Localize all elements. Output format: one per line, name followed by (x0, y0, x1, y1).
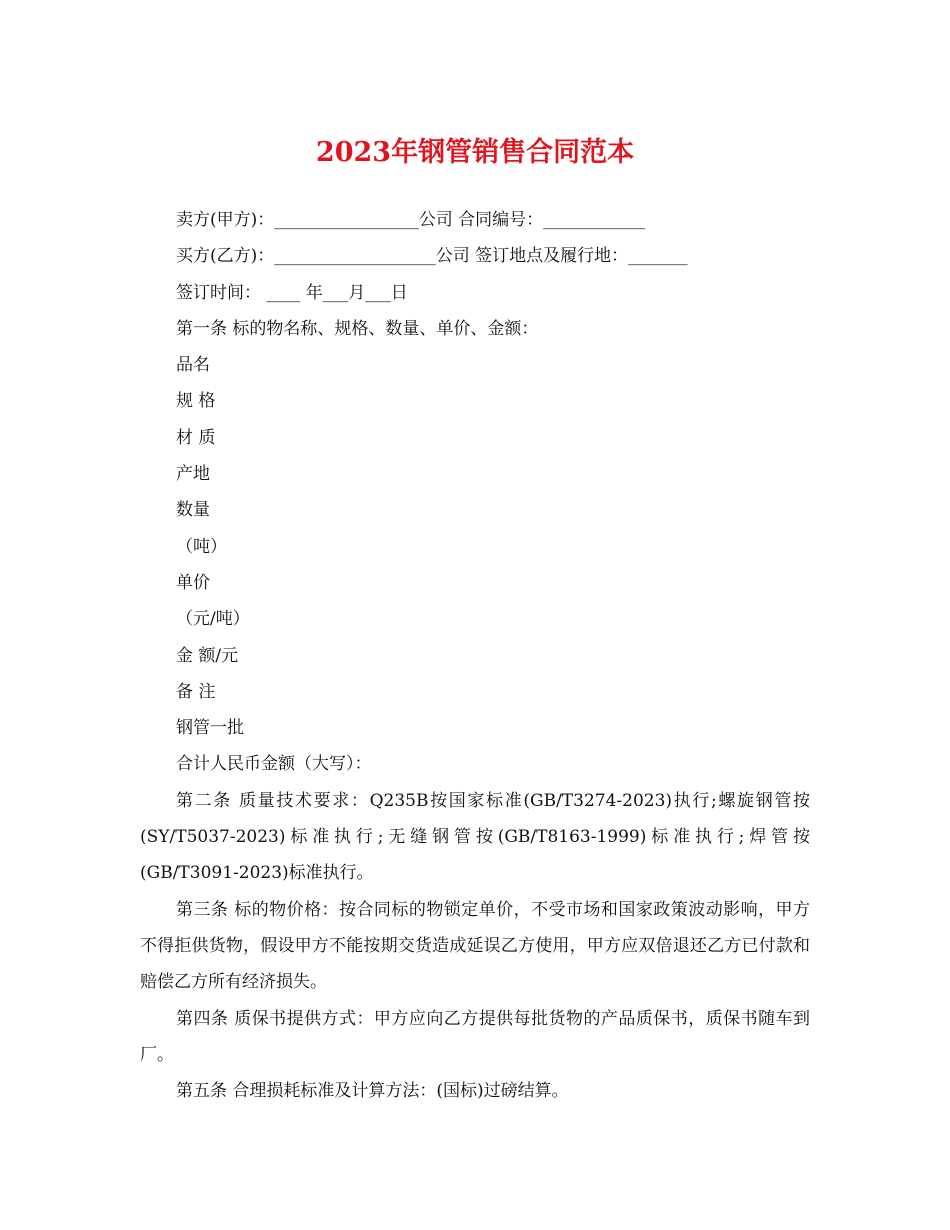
article-5-paragraph: 第五条 合理损耗标准及计算方法：(国标)过磅结算。 (176, 1081, 569, 1102)
article-3-paragraph: 第三条 标的物价格：按合同标的物锁定单价，不受市场和国家政策波动影响，甲方不得拒供货物，假设甲方不能按期交货造成延误乙方使用，甲方应双倍退还乙方已付款和赔偿乙方所有经济损失。 (140, 899, 810, 993)
field-item-steel-pipe: 钢管一批 (176, 718, 244, 739)
field-product-name: 品名 (176, 355, 210, 376)
field-total-amount: 合计人民币金额（大写）： (176, 754, 372, 775)
document-title: 2023年钢管销售合同范本 (315, 137, 635, 168)
field-remarks: 备 注 (176, 681, 216, 702)
article-2-paragraph: 第二条 质量技术要求：Q235B按国家标准(GB/T3274-2023)执行;螺旋钢管按(SY/T5037-2023)标准执行;无缝钢管按(GB/T8163-1999)标准执行;焊管按(GB/T3091-2023)标准执行。 (140, 790, 810, 884)
field-quantity-unit: （吨） (176, 536, 227, 557)
buyer-line: 买方(乙方)：___________________公司 签订地点及履行地：_______ (176, 246, 688, 267)
field-amount: 金 额/元 (176, 645, 239, 666)
signing-date-line: 签订时间： ____ 年___月___日 (176, 282, 408, 303)
field-unit-price: 单价 (176, 572, 210, 593)
field-specification: 规 格 (176, 391, 216, 412)
contract-body (140, 202, 810, 1109)
field-material: 材 质 (176, 427, 216, 448)
field-unit-price-unit: （元/吨） (176, 609, 250, 630)
seller-line: 卖方(甲方)：_________________公司 合同编号：____________ (176, 210, 646, 230)
article-1-heading: 第一条 标的物名称、规格、数量、单价、金额： (176, 318, 539, 339)
field-origin: 产地 (176, 464, 210, 485)
field-quantity: 数量 (176, 500, 210, 521)
article-4-paragraph: 第四条 质保书提供方式：甲方应向乙方提供每批货物的产品质保书，质保书随车到厂。 (140, 1008, 810, 1065)
